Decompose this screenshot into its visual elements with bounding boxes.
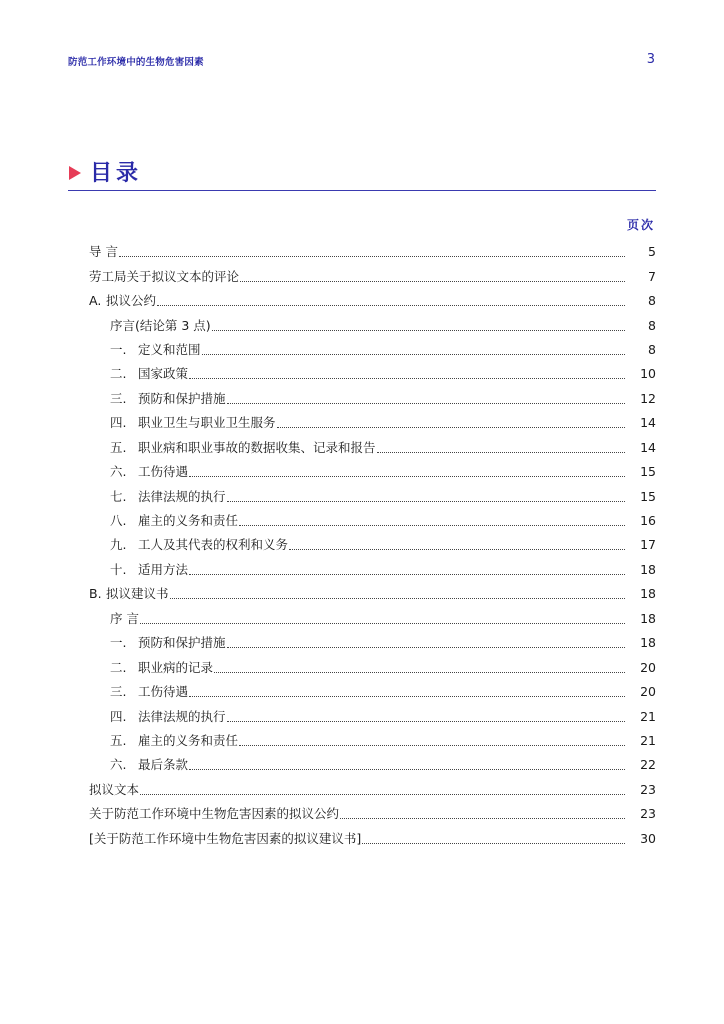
toc-entry-number: 六. (110, 464, 127, 480)
dot-leader (227, 646, 625, 648)
toc-entry-page: 21 (640, 732, 656, 748)
running-header-title: 防范工作环境中的生物危害因素 (68, 57, 204, 68)
toc-entry-page: 8 (648, 317, 656, 333)
dot-leader (239, 744, 625, 746)
toc-entry-page: 20 (640, 684, 656, 700)
dot-leader (189, 377, 625, 379)
toc-entry-page: 23 (640, 806, 656, 822)
dot-leader (227, 500, 625, 502)
dot-leader (140, 793, 625, 795)
toc-entry[interactable] (89, 411, 656, 435)
toc-entry-page: 8 (648, 293, 656, 309)
toc-entry[interactable] (89, 313, 656, 337)
toc-entry-text: 最后条款 (138, 757, 189, 773)
toc-entry-number: 三. (110, 684, 127, 700)
toc-entry-number: 四. (110, 708, 127, 724)
toc-entry-text: 国家政策 (138, 366, 189, 382)
toc-entry[interactable] (89, 484, 656, 508)
toc-entry-number: A. (89, 293, 102, 309)
toc-entry-text: [关于防范工作环境中生物危害因素的拟议建议书] (89, 830, 362, 846)
toc-entry-number: 二. (110, 659, 127, 675)
toc-entry-label (110, 489, 226, 505)
dot-leader (189, 768, 625, 770)
toc-entry-label (110, 391, 226, 407)
toc-entry-page: 18 (640, 635, 656, 651)
dot-leader (239, 524, 625, 526)
toc-entry[interactable] (89, 338, 656, 362)
toc-entry-page: 23 (640, 781, 656, 797)
toc-entry-page: 14 (640, 439, 656, 455)
toc-entry-number: 七. (110, 488, 127, 504)
toc-entry-text: 导 言 (89, 244, 118, 260)
toc-entry-label (89, 244, 118, 260)
dot-leader (340, 817, 625, 819)
toc-entry-text: 职业病的记录 (138, 659, 214, 675)
toc-entry-page: 18 (640, 610, 656, 626)
dot-leader (189, 475, 625, 477)
toc-entry-text: 序言(结论第 3 点) (110, 317, 211, 333)
toc-entry-label (110, 342, 201, 358)
toc-entry-text: 拟议建议书 (106, 586, 169, 602)
toc-entry-label (110, 513, 238, 529)
toc-entry-page: 22 (640, 757, 656, 773)
toc-entry-text: 工伤待遇 (138, 684, 189, 700)
toc-entry-page: 15 (640, 488, 656, 504)
toc-entry[interactable] (89, 558, 656, 582)
toc-entry-page: 5 (648, 244, 656, 260)
toc-entry-label (110, 611, 139, 627)
toc-entry-page: 20 (640, 659, 656, 675)
dot-leader (119, 255, 625, 257)
toc-entry-text: 雇主的义务和责任 (138, 732, 239, 748)
table-of-contents (89, 240, 656, 851)
page-column-label: 页次 (626, 218, 655, 232)
dot-leader (289, 548, 625, 550)
dot-leader (240, 280, 625, 282)
toc-entry[interactable] (89, 704, 656, 728)
toc-entry-number: 八. (110, 513, 127, 529)
toc-entry-text: 劳工局关于拟议文本的评论 (89, 268, 240, 284)
dot-leader (157, 304, 625, 306)
toc-entry[interactable] (89, 436, 656, 460)
toc-entry[interactable] (89, 827, 656, 851)
toc-entry[interactable] (89, 802, 656, 826)
dot-leader (189, 573, 625, 575)
toc-entry-label (89, 782, 139, 798)
toc-entry-number: 五. (110, 732, 127, 748)
toc-entry[interactable] (89, 582, 656, 606)
dot-leader (227, 402, 625, 404)
toc-entry[interactable] (89, 362, 656, 386)
toc-entry[interactable] (89, 289, 656, 313)
triangle-bullet-icon (69, 166, 81, 180)
toc-entry[interactable] (89, 753, 656, 777)
toc-title-bar (68, 158, 656, 191)
toc-entry-number: 九. (110, 537, 127, 553)
toc-entry-label (110, 415, 276, 431)
toc-entry-number: 六. (110, 757, 127, 773)
toc-entry-text: 职业卫生与职业卫生服务 (138, 415, 276, 431)
toc-entry[interactable] (89, 607, 656, 631)
toc-entry-text: 拟议文本 (89, 781, 140, 797)
toc-entry-page: 8 (648, 341, 656, 357)
toc-entry[interactable] (89, 729, 656, 753)
toc-entry[interactable] (89, 778, 656, 802)
toc-entry-page: 17 (640, 537, 656, 553)
toc-entry-page: 14 (640, 415, 656, 431)
dot-leader (227, 720, 625, 722)
toc-entry-label (89, 269, 239, 285)
toc-entry-label (89, 831, 361, 847)
toc-entry[interactable] (89, 264, 656, 288)
toc-entry-label (110, 562, 188, 578)
toc-entry-label (110, 635, 226, 651)
toc-entry-page: 16 (640, 513, 656, 529)
dot-leader (362, 842, 625, 844)
toc-entry[interactable] (89, 387, 656, 411)
dot-leader (170, 597, 625, 599)
toc-entry-page: 12 (640, 390, 656, 406)
toc-entry-page: 21 (640, 708, 656, 724)
toc-entry-label (110, 440, 376, 456)
toc-entry-text: 法律法规的执行 (138, 488, 226, 504)
toc-entry-label (110, 684, 188, 700)
dot-leader (377, 451, 625, 453)
toc-entry-label (110, 537, 288, 553)
toc-entry[interactable] (89, 509, 656, 533)
toc-entry-label (110, 366, 188, 382)
toc-entry-page: 7 (648, 268, 656, 284)
dot-leader (212, 329, 625, 331)
toc-entry-number: 四. (110, 415, 127, 431)
toc-entry-page: 30 (640, 830, 656, 846)
toc-entry-page: 18 (640, 586, 656, 602)
dot-leader (214, 671, 625, 673)
toc-entry-text: 预防和保护措施 (138, 635, 226, 651)
toc-entry-text: 定义和范围 (138, 341, 201, 357)
toc-entry-number: 一. (110, 635, 127, 651)
toc-entry-label (110, 660, 213, 676)
toc-entry-label (89, 586, 169, 602)
toc-entry-number: 一. (110, 341, 127, 357)
toc-entry[interactable] (89, 460, 656, 484)
toc-entry-number: 十. (110, 561, 127, 577)
toc-entry-text: 序 言 (110, 610, 139, 626)
toc-entry-label (89, 293, 156, 309)
toc-entry[interactable] (89, 631, 656, 655)
toc-entry-label (110, 709, 226, 725)
dot-leader (202, 353, 625, 355)
toc-entry-label (110, 733, 238, 749)
toc-entry-number: B. (89, 586, 102, 602)
dot-leader (140, 622, 625, 624)
toc-entry-label (110, 757, 188, 773)
page-title: 目录 (90, 161, 143, 186)
toc-entry-text: 职业病和职业事故的数据收集、记录和报告 (138, 439, 376, 455)
toc-entry-text: 预防和保护措施 (138, 390, 226, 406)
toc-entry-number: 三. (110, 390, 127, 406)
toc-entry-label (110, 464, 188, 480)
toc-entry-label (89, 806, 339, 822)
toc-entry-page: 15 (640, 464, 656, 480)
toc-entry-text: 工人及其代表的权利和义务 (138, 537, 289, 553)
page-number: 3 (646, 52, 655, 67)
toc-entry[interactable] (89, 680, 656, 704)
toc-entry-page: 10 (640, 366, 656, 382)
toc-entry-text: 关于防范工作环境中生物危害因素的拟议公约 (89, 806, 340, 822)
toc-entry[interactable] (89, 533, 656, 557)
toc-entry-page: 18 (640, 561, 656, 577)
toc-entry-number: 五. (110, 439, 127, 455)
toc-entry-text: 工伤待遇 (138, 464, 189, 480)
dot-leader (189, 695, 625, 697)
toc-entry-text: 适用方法 (138, 561, 189, 577)
toc-entry-number: 二. (110, 366, 127, 382)
toc-entry[interactable] (89, 655, 656, 679)
toc-entry[interactable] (89, 240, 656, 264)
toc-entry-label (110, 318, 211, 334)
toc-entry-text: 雇主的义务和责任 (138, 513, 239, 529)
toc-entry-text: 拟议公约 (106, 293, 157, 309)
dot-leader (277, 426, 625, 428)
toc-entry-text: 法律法规的执行 (138, 708, 226, 724)
